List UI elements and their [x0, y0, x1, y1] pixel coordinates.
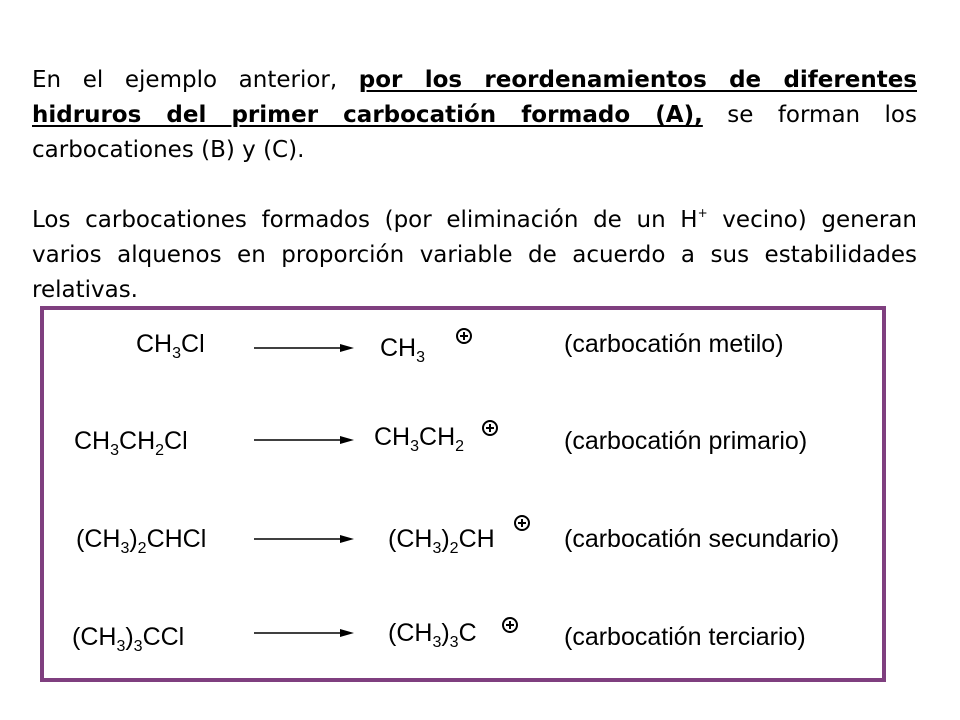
label-tertiary: (carbocatión terciario)	[564, 623, 806, 651]
paragraph-2	[32, 203, 917, 308]
product-secondary-cation: $(CH_3)_2CH$	[388, 525, 495, 557]
positive-charge-icon	[502, 617, 518, 633]
paragraph-2-part1: Los carbocationes formados (por eliminación de un H	[32, 207, 698, 233]
reaction-arrow-icon	[254, 435, 354, 445]
reaction-arrow-icon	[254, 534, 354, 544]
label-methyl: (carbocatión metilo)	[564, 330, 784, 358]
paragraph-1	[32, 63, 917, 168]
paragraph-2-part2: vecino) generan varios alquenos en proporción variable de acuerdo a sus estabilidades relativas.	[32, 207, 917, 303]
reaction-arrow-icon	[254, 343, 354, 353]
product-primary-cation: $CH_3CH_2$	[374, 423, 465, 455]
product-methyl-cation: $CH_3$	[380, 334, 426, 366]
reactant-ch3ch2cl: $CH_3CH_2Cl$	[74, 427, 188, 459]
reaction-arrow-icon	[254, 628, 354, 638]
label-secondary: (carbocatión secundario)	[564, 525, 840, 553]
reactant-ch3-2chcl: $(CH_3)_2CHCl$	[76, 525, 207, 557]
superscript-plus: +	[697, 206, 708, 220]
reactant-ch3-3ccl: $(CH_3)_3CCl$	[72, 623, 185, 655]
paragraph-1-outro: se forman los carbocationes (B) y (C).	[32, 102, 917, 163]
reaction-box	[40, 306, 886, 682]
positive-charge-icon	[456, 328, 472, 344]
label-primary: (carbocatión primario)	[564, 427, 808, 455]
reactant-ch3cl: $CH_3Cl$	[136, 330, 205, 362]
positive-charge-icon	[514, 515, 530, 531]
paragraph-1-emphasis: por los reordenamientos de diferentes hidruros del primer carbocatión formado (A),	[32, 67, 917, 128]
positive-charge-icon	[482, 420, 498, 436]
product-tertiary-cation: $(CH_3)_3C$	[388, 619, 477, 651]
paragraph-1-intro: En el ejemplo anterior,	[32, 67, 359, 93]
